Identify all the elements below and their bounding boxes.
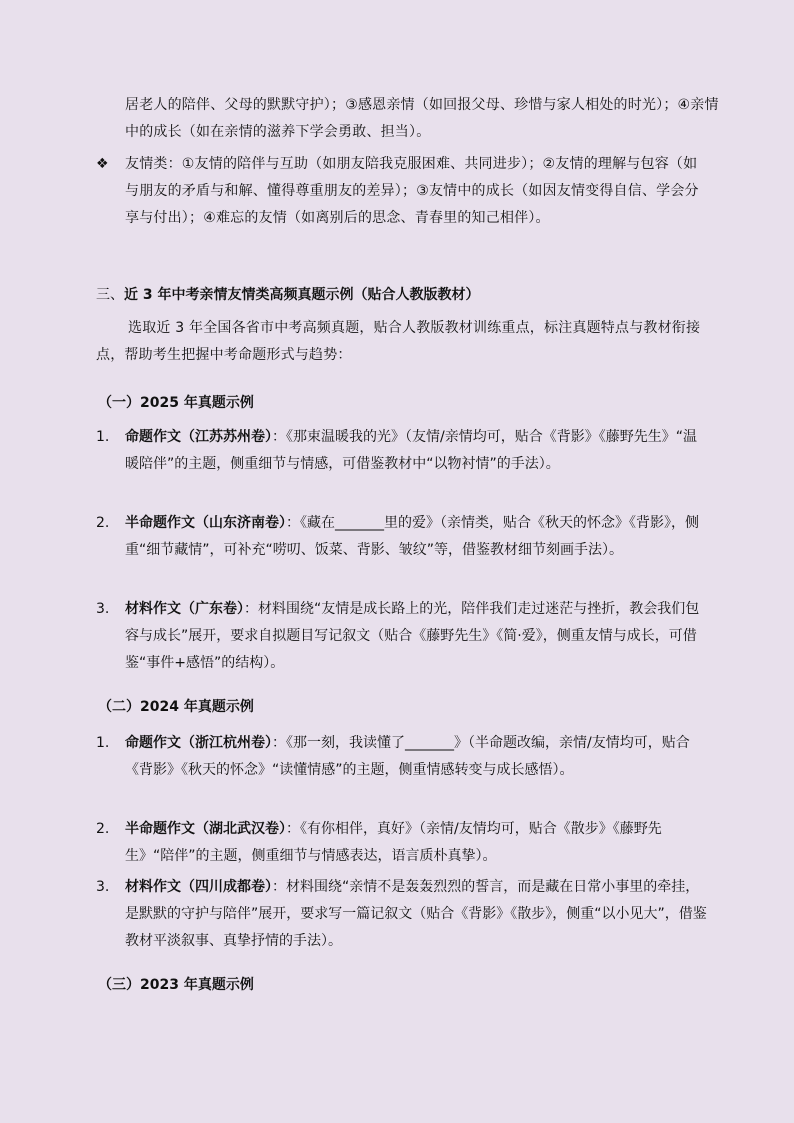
list-item (96, 510, 708, 564)
list-item (96, 424, 708, 478)
section-3-intro: 选取近 3 年全国各省市中考高频真题，贴合人教版教材训练重点，标注真题特点与教材衔接点，帮助考生把握中考命题形式与趋势： (96, 320, 701, 363)
section-3-heading (96, 282, 480, 309)
friendship-category-item (96, 151, 706, 232)
item-lead: 材料作文（四川成都卷） (125, 879, 272, 895)
item-text: ：《那一刻，我读懂了_______》（半命题改编，亲情/友情均可，贴合《背影》《秋天的怀念》“读懂情感”的主题，侧重情感转变与成长感悟）。 (125, 735, 690, 778)
list-number: 3. (96, 879, 110, 895)
list-item (96, 730, 708, 784)
item-text: ：《藏在_______里的爱》（亲情类，贴合《秋天的怀念》《背影》，侧重“细节藏情”，可补充“唠叨、饭菜、背影、皱纹”等，借鉴教材细节刻画手法）。 (125, 515, 699, 558)
year-2025-heading: （一）2025 年真题示例 (98, 395, 254, 411)
item-lead: 半命题作文（山东济南卷） (125, 515, 286, 531)
section-3-title: 近 3 年中考亲情友情类高频真题示例（贴合人教版教材） (124, 287, 480, 303)
list-number: 2. (96, 515, 110, 531)
item-text: ：材料围绕“亲情不是轰轰烈烈的誓言，而是藏在日常小事里的牵挂，是默默的守护与陪伴”展开，要求写一篇记叙文（贴合《背影》《散步》，侧重“以小见大”，借鉴教材平淡叙事、真挚抒情的手法）。 (125, 879, 707, 949)
list-item (96, 874, 708, 955)
item-lead: 命题作文（江苏苏州卷） (125, 429, 272, 445)
year-2024-heading: （二）2024 年真题示例 (98, 699, 254, 715)
list-number: 1. (96, 735, 110, 751)
item-lead: 半命题作文（湖北武汉卷） (125, 821, 286, 837)
item-text: ：《那束温暖我的光》（友情/亲情均可，贴合《背影》《藤野先生》“温暖陪伴”的主题，侧重细节与情感，可借鉴教材中“以物衬情”的手法）。 (125, 429, 697, 472)
diamond-bullet-icon: ❖ (96, 156, 109, 172)
list-item (96, 816, 708, 870)
list-number: 3. (96, 601, 110, 617)
list-number: 1. (96, 429, 110, 445)
friendship-category-text: 友情类：①友情的陪伴与互助（如朋友陪我克服困难、共同进步）；②友情的理解与包容（如与朋友的矛盾与和解、懂得尊重朋友的差异）；③友情中的成长（如因友情变得自信、学会分享与付出）；④难忘的友情（如离别后的思念、青春里的知己相伴）。 (125, 156, 699, 226)
item-lead: 命题作文（浙江杭州卷） (125, 735, 272, 751)
year-2023-heading: （三）2023 年真题示例 (98, 977, 254, 993)
item-lead: 材料作文（广东卷） (125, 601, 244, 617)
section-3-prefix: 三、 (96, 287, 124, 303)
list-number: 2. (96, 821, 110, 837)
family-category-continuation: 居老人的陪伴、父母的默默守护）；③感恩亲情（如回报父母、珍惜与家人相处的时光）；④亲情中的成长（如在亲情的滋养下学会勇敢、担当）。 (125, 97, 719, 140)
list-item (96, 596, 708, 677)
item-text: ：《有你相伴，真好》（亲情/友情均可，贴合《散步》《藤野先生》“陪伴”的主题，侧重细节与情感表达，语言质朴真挚）。 (125, 821, 662, 864)
item-text: ：材料围绕“友情是成长路上的光，陪伴我们走过迷茫与挫折，教会我们包容与成长”展开，要求自拟题目写记叙文（贴合《藤野先生》《简·爱》，侧重友情与成长，可借鉴“事件+感悟”的结构）。 (125, 601, 700, 671)
